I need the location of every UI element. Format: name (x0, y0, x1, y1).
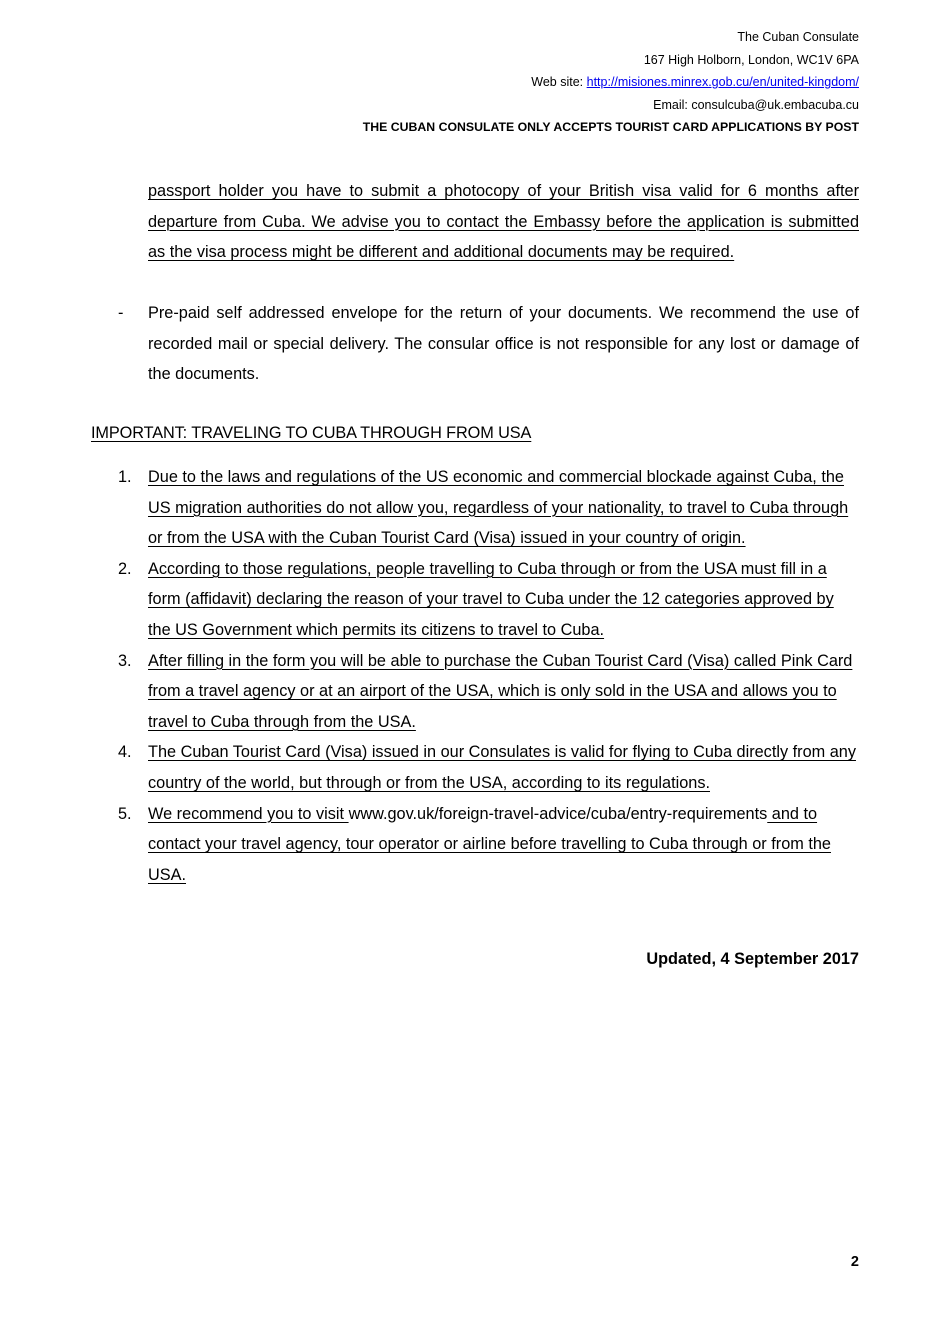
list-item (118, 799, 859, 891)
list-text: Due to the laws and regulations of the US economic and commercial blockade against Cuba, the US migration authorities do not allow you, regardless of your nationality, to travel to Cuba through or from the USA with the Cuban Tourist Card (Visa) issued in your country of origin. (148, 468, 849, 548)
section-heading: IMPORTANT: TRAVELING TO CUBA THROUGH FROM USA (91, 424, 532, 442)
list-item (118, 554, 859, 646)
bullet-text: Pre-paid self addressed envelope for the return of your documents. We recommend the use of recorded mail or special delivery. The consular office is not responsible for any lost or damage of the documents. (148, 304, 859, 384)
letterhead (363, 26, 859, 139)
updated-date: Updated, 4 September 2017 (646, 950, 859, 968)
list-text (148, 799, 859, 891)
list-item (118, 737, 859, 798)
bullet-marker: - (118, 304, 124, 322)
gov-uk-link[interactable]: www.gov.uk/foreign-travel-advice/cuba/entry-requirements (348, 804, 768, 823)
list-number: 1. (118, 468, 132, 486)
list-text: According to those regulations, people travelling to Cuba through or from the USA must fill in a form (affidavit) declaring the reason of your travel to Cuba under the 12 categories approved by the US Government which permits its citizens to travel to Cuba. (148, 559, 834, 639)
website-link[interactable]: http://misiones.minrex.gob.cu/en/united-kingdom/ (586, 75, 859, 89)
bullet-envelope (118, 298, 859, 390)
continued-paragraph: passport holder you have to submit a photocopy of your British visa valid for 6 months after departure from Cuba. We advise you to contact the Embassy before the application is submitted as the visa process might be different and additional documents may be required. (148, 182, 859, 262)
item5-after: and to contact your travel agency, tour operator or airline before travelling to Cuba through or from the USA. (148, 804, 831, 884)
page-number: 2 (850, 1254, 859, 1270)
list-number: 2. (118, 559, 132, 578)
postal-notice: THE CUBAN CONSULATE ONLY ACCEPTS TOURIST CARD APPLICATIONS BY POST (362, 120, 859, 134)
consulate-address: 167 High Holborn, London, WC1V 6PA (643, 52, 859, 67)
list-number: 5. (118, 804, 132, 823)
list-item (118, 462, 859, 554)
list-text: After filling in the form you will be able to purchase the Cuban Tourist Card (Visa) called Pink Card from a travel agency or at an airport of the USA, which is only sold in the USA and allows you to travel to Cuba through from the USA. (148, 651, 853, 731)
list-number: 3. (118, 651, 132, 670)
list-item (118, 646, 859, 738)
list-number: 4. (118, 743, 132, 762)
item5-before: We recommend you to visit (148, 804, 349, 823)
website-line (363, 71, 859, 94)
list-text: The Cuban Tourist Card (Visa) issued in our Consulates is valid for flying to Cuba directly from any country of the world, but through or from the USA, according to its regulations. (148, 743, 856, 792)
consulate-name: The Cuban Consulate (737, 30, 859, 44)
website-label: Web site: (531, 75, 587, 89)
email-line: Email: consulcuba@uk.embacuba.cu (653, 97, 859, 112)
numbered-list (118, 462, 859, 890)
